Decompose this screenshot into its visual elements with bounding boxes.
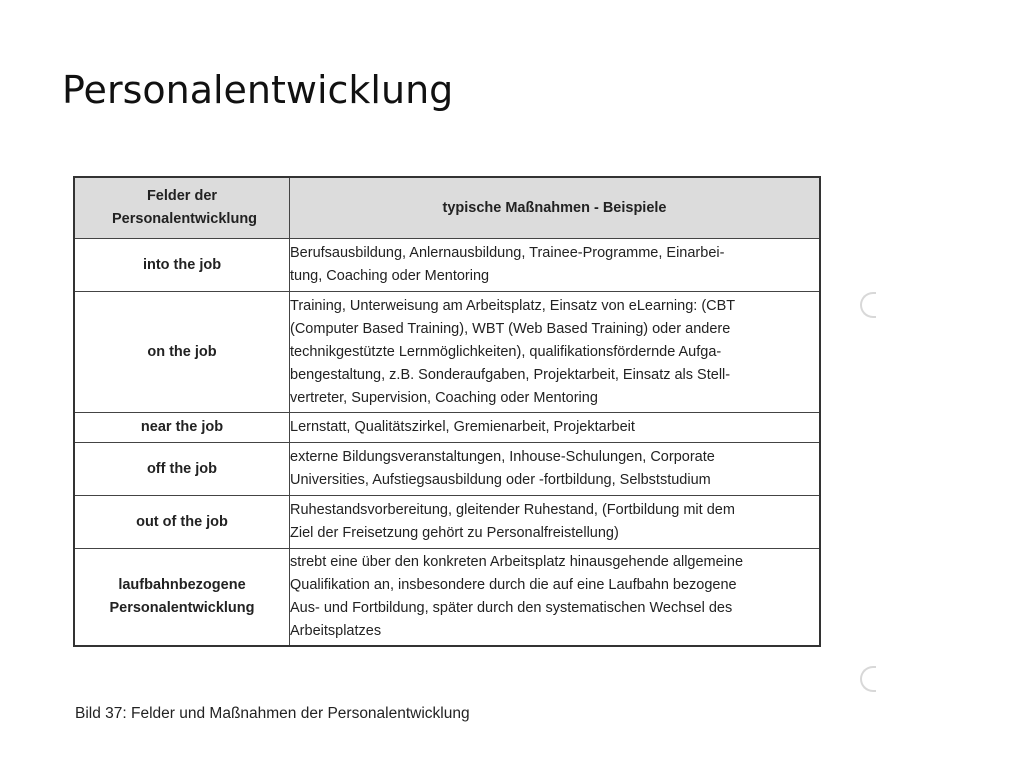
- measure-line: tung, Coaching oder Mentoring: [290, 268, 490, 284]
- measure-line: Qualifikation an, insbesondere durch die auf eine Laufbahn bezogene: [290, 577, 737, 593]
- measure-line: bengestaltung, z.B. Sonderaufgaben, Projektarbeit, Einsatz als Stell-: [290, 366, 731, 383]
- column-header-measures: typische Maßnahmen - Beispiele: [290, 177, 821, 239]
- measure-line: Berufsausbildung, Anlernausbildung, Trainee-Programme, Einarbei-: [290, 245, 725, 261]
- scan-artifact-mark: [860, 292, 876, 318]
- table-header-row: [74, 177, 820, 239]
- table-row: [74, 292, 820, 413]
- measures-cell: [290, 549, 821, 647]
- measures-cell: [290, 239, 821, 292]
- measure-line: (Computer Based Training), WBT (Web Based Training) oder andere: [290, 320, 731, 337]
- measures-cell: [290, 496, 821, 549]
- measure-line: Aus- und Fortbildung, später durch den systematischen Wechsel des: [290, 600, 733, 616]
- scan-artifact-mark: [860, 666, 876, 692]
- measures-cell: [290, 292, 821, 413]
- page-title: Personalentwicklung: [62, 68, 454, 112]
- table-row: [74, 413, 820, 443]
- figure-caption: Bild 37: Felder und Maßnahmen der Personalentwicklung: [75, 705, 470, 722]
- field-cell: off the job: [74, 443, 290, 496]
- measures-table: [73, 176, 821, 647]
- field-cell-label: laufbahnbezogene Personalentwicklung: [109, 577, 255, 616]
- field-cell: near the job: [74, 413, 290, 443]
- field-cell: [74, 549, 290, 647]
- table-row: [74, 496, 820, 549]
- measure-line: vertreter, Supervision, Coaching oder Mentoring: [290, 389, 598, 406]
- field-cell: into the job: [74, 239, 290, 292]
- measure-line: Ziel der Freisetzung gehört zu Personalfreistellung): [290, 525, 619, 541]
- table-row: [74, 549, 820, 647]
- measure-line: Universities, Aufstiegsausbildung oder -fortbildung, Selbststudium: [290, 472, 711, 488]
- column-header-fields-label: Felder der Personalentwicklung: [112, 188, 258, 227]
- column-header-fields: [74, 177, 290, 239]
- measure-line: strebt eine über den konkreten Arbeitsplatz hinausgehende allgemeine: [290, 554, 744, 570]
- table-row: [74, 239, 820, 292]
- measure-line: externe Bildungsveranstaltungen, Inhouse-Schulungen, Corporate: [290, 449, 715, 465]
- table-row: [74, 443, 820, 496]
- field-cell: on the job: [74, 292, 290, 413]
- measure-line: Ruhestandsvorbereitung, gleitender Ruhestand, (Fortbildung mit dem: [290, 502, 735, 518]
- measures-cell: [290, 443, 821, 496]
- measure-line: Training, Unterweisung am Arbeitsplatz, Einsatz von eLearning: (CBT: [290, 297, 736, 314]
- measure-line: Lernstatt, Qualitätszirkel, Gremienarbeit, Projektarbeit: [290, 419, 635, 435]
- measure-line: technikgestützte Lernmöglichkeiten), qualifikationsfördernde Aufga-: [290, 343, 722, 360]
- field-cell: out of the job: [74, 496, 290, 549]
- measures-cell: [290, 413, 821, 443]
- scanned-table-figure: [73, 176, 821, 647]
- measure-line: Arbeitsplatzes: [290, 623, 382, 639]
